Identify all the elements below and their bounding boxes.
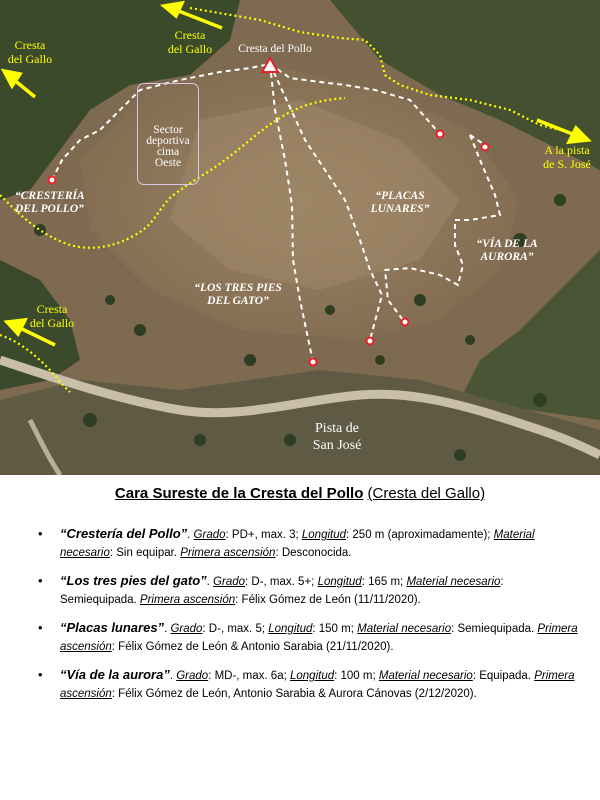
route-field-value: : Félix Gómez de León & Antonio Sarabia (21/11/2020). [111,641,394,653]
info-title-main: Cara Sureste de la Cresta del Pollo [114,485,364,502]
route-label-placas [355,190,445,216]
route-field-key: Material necesario [378,670,473,682]
route-field-key: Longitud [289,670,335,682]
info-title [0,485,600,502]
label-line: del Gallo [29,316,75,330]
label-line: “CRESTERÍA [15,190,85,202]
label-line: Cresta [174,28,206,42]
list-item: • “Placas lunares”. Grado: D-, max. 5; Longitud: 150 m; Material necesario: Semiequipada. Primera ascensión: Félix Gómez de León & Antonio Sarabia (21/11/2020). [60,619,580,656]
route-field-key: Primera ascensión [60,670,575,700]
route-field-key: Primera ascensión [60,623,578,653]
route-label-cresteria [15,190,125,216]
label-line: Pista de [315,421,359,436]
start-point-icon [402,319,409,326]
info-title-sub: (Cresta del Gallo) [367,485,486,502]
route-field-value: : Desconocida. [275,547,352,559]
start-point-icon [367,338,374,345]
route-field-value: : 165 m; [361,576,407,588]
label-line: Cresta [14,38,46,52]
start-point-icon [482,144,489,151]
route-field-key: Primera ascensión [180,547,276,559]
pista-sanjose-label [292,420,382,454]
label-line: de S. José [543,157,591,171]
route-field-value: : MD-, max. 6a; [208,670,290,682]
route-name: “Vía de la aurora” [60,667,170,682]
label-line: LUNARES” [370,203,430,215]
label-line: “LOS TRES PIES [194,282,282,294]
sector-label [137,125,199,169]
cresta-gallo-top-label [155,28,225,56]
route-field-key: Material necesario [357,623,452,635]
route-list [60,525,580,713]
route-field-value: : PD+, max. 3; [225,529,302,541]
start-point-icon [310,359,317,366]
list-item: • “Vía de la aurora”. Grado: MD-, max. 6a; Longitud: 100 m; Material necesario: Equipada. Primera ascensión: Félix Gómez de León, Antonio Sarabia & Aurora Cánovas (2/12/2020). [60,666,580,703]
route-field-key: Grado [176,670,209,682]
route-field-key: Grado [193,529,226,541]
route-field-value: : Equipada. [472,670,535,682]
label-line: deportiva [146,135,190,147]
route-label-tres-pies [178,282,298,308]
route-label-aurora [462,238,552,264]
start-point-icon [437,131,444,138]
route-field-value: : Félix Gómez de León, Antonio Sarabia & Aurora Cánovas (2/12/2020). [111,688,477,700]
route-field-value: : 150 m; [312,623,358,635]
route-name: “Placas lunares” [60,620,165,635]
cresta-gallo-bottom-label [22,302,82,330]
route-field-key: Material necesario [60,529,535,559]
route-field-key: Longitud [317,576,362,588]
label-line: AURORA” [480,251,534,263]
route-field-key: Longitud [268,623,313,635]
route-field-key: Material necesario [406,576,501,588]
cresta-pollo-label: Cresta del Pollo [238,43,312,55]
label-line: del Gallo [167,42,213,56]
label-line: A la pista [544,143,590,157]
start-point-icon [49,177,56,184]
label-line: del Gallo [7,52,53,66]
label-line: cima [156,146,180,158]
route-name: “Crestería del Pollo” [60,526,188,541]
route-field-value: : 250 m (aproximadamente); [346,529,494,541]
list-item: • “Los tres pies del gato”. Grado: D-, max. 5+; Longitud: 165 m; Material necesario: Semiequipada. Primera ascensión: Félix Gómez de León (11/11/2020). [60,572,580,609]
list-item: • “Crestería del Pollo”. Grado: PD+, max. 3; Longitud: 250 m (aproximadamente); Material necesario: Sin equipar. Primera ascensión: Desconocida. [60,525,580,562]
label-line: “PLACAS [375,190,425,202]
route-field-key: Grado [170,623,203,635]
label-line: Oeste [154,157,182,169]
label-line: Sector [153,124,183,136]
route-field-value: : Semiequipada. [60,576,504,606]
route-field-key: Longitud [301,529,347,541]
route-name: “Los tres pies del gato” [60,573,207,588]
route-field-value: : D-, max. 5+; [245,576,318,588]
label-line: DEL GATO” [207,295,269,307]
route-field-value: : Félix Gómez de León (11/11/2020). [235,594,421,606]
route-field-key: Primera ascensión [139,594,236,606]
label-line: “VÍA DE LA [476,238,538,250]
label-line: DEL POLLO” [15,203,84,215]
route-field-value: : D-, max. 5; [202,623,269,635]
route-info-panel [0,475,600,800]
label-line: San José [312,438,362,453]
route-field-value: : Sin equipar. [109,547,181,559]
route-field-key: Grado [213,576,246,588]
route-field-value: : 100 m; [334,670,379,682]
label-line: Cresta [36,302,68,316]
cresta-gallo-left-label [0,38,60,66]
route-field-value: : Semiequipada. [451,623,538,635]
pista-sjose-label [532,143,600,171]
